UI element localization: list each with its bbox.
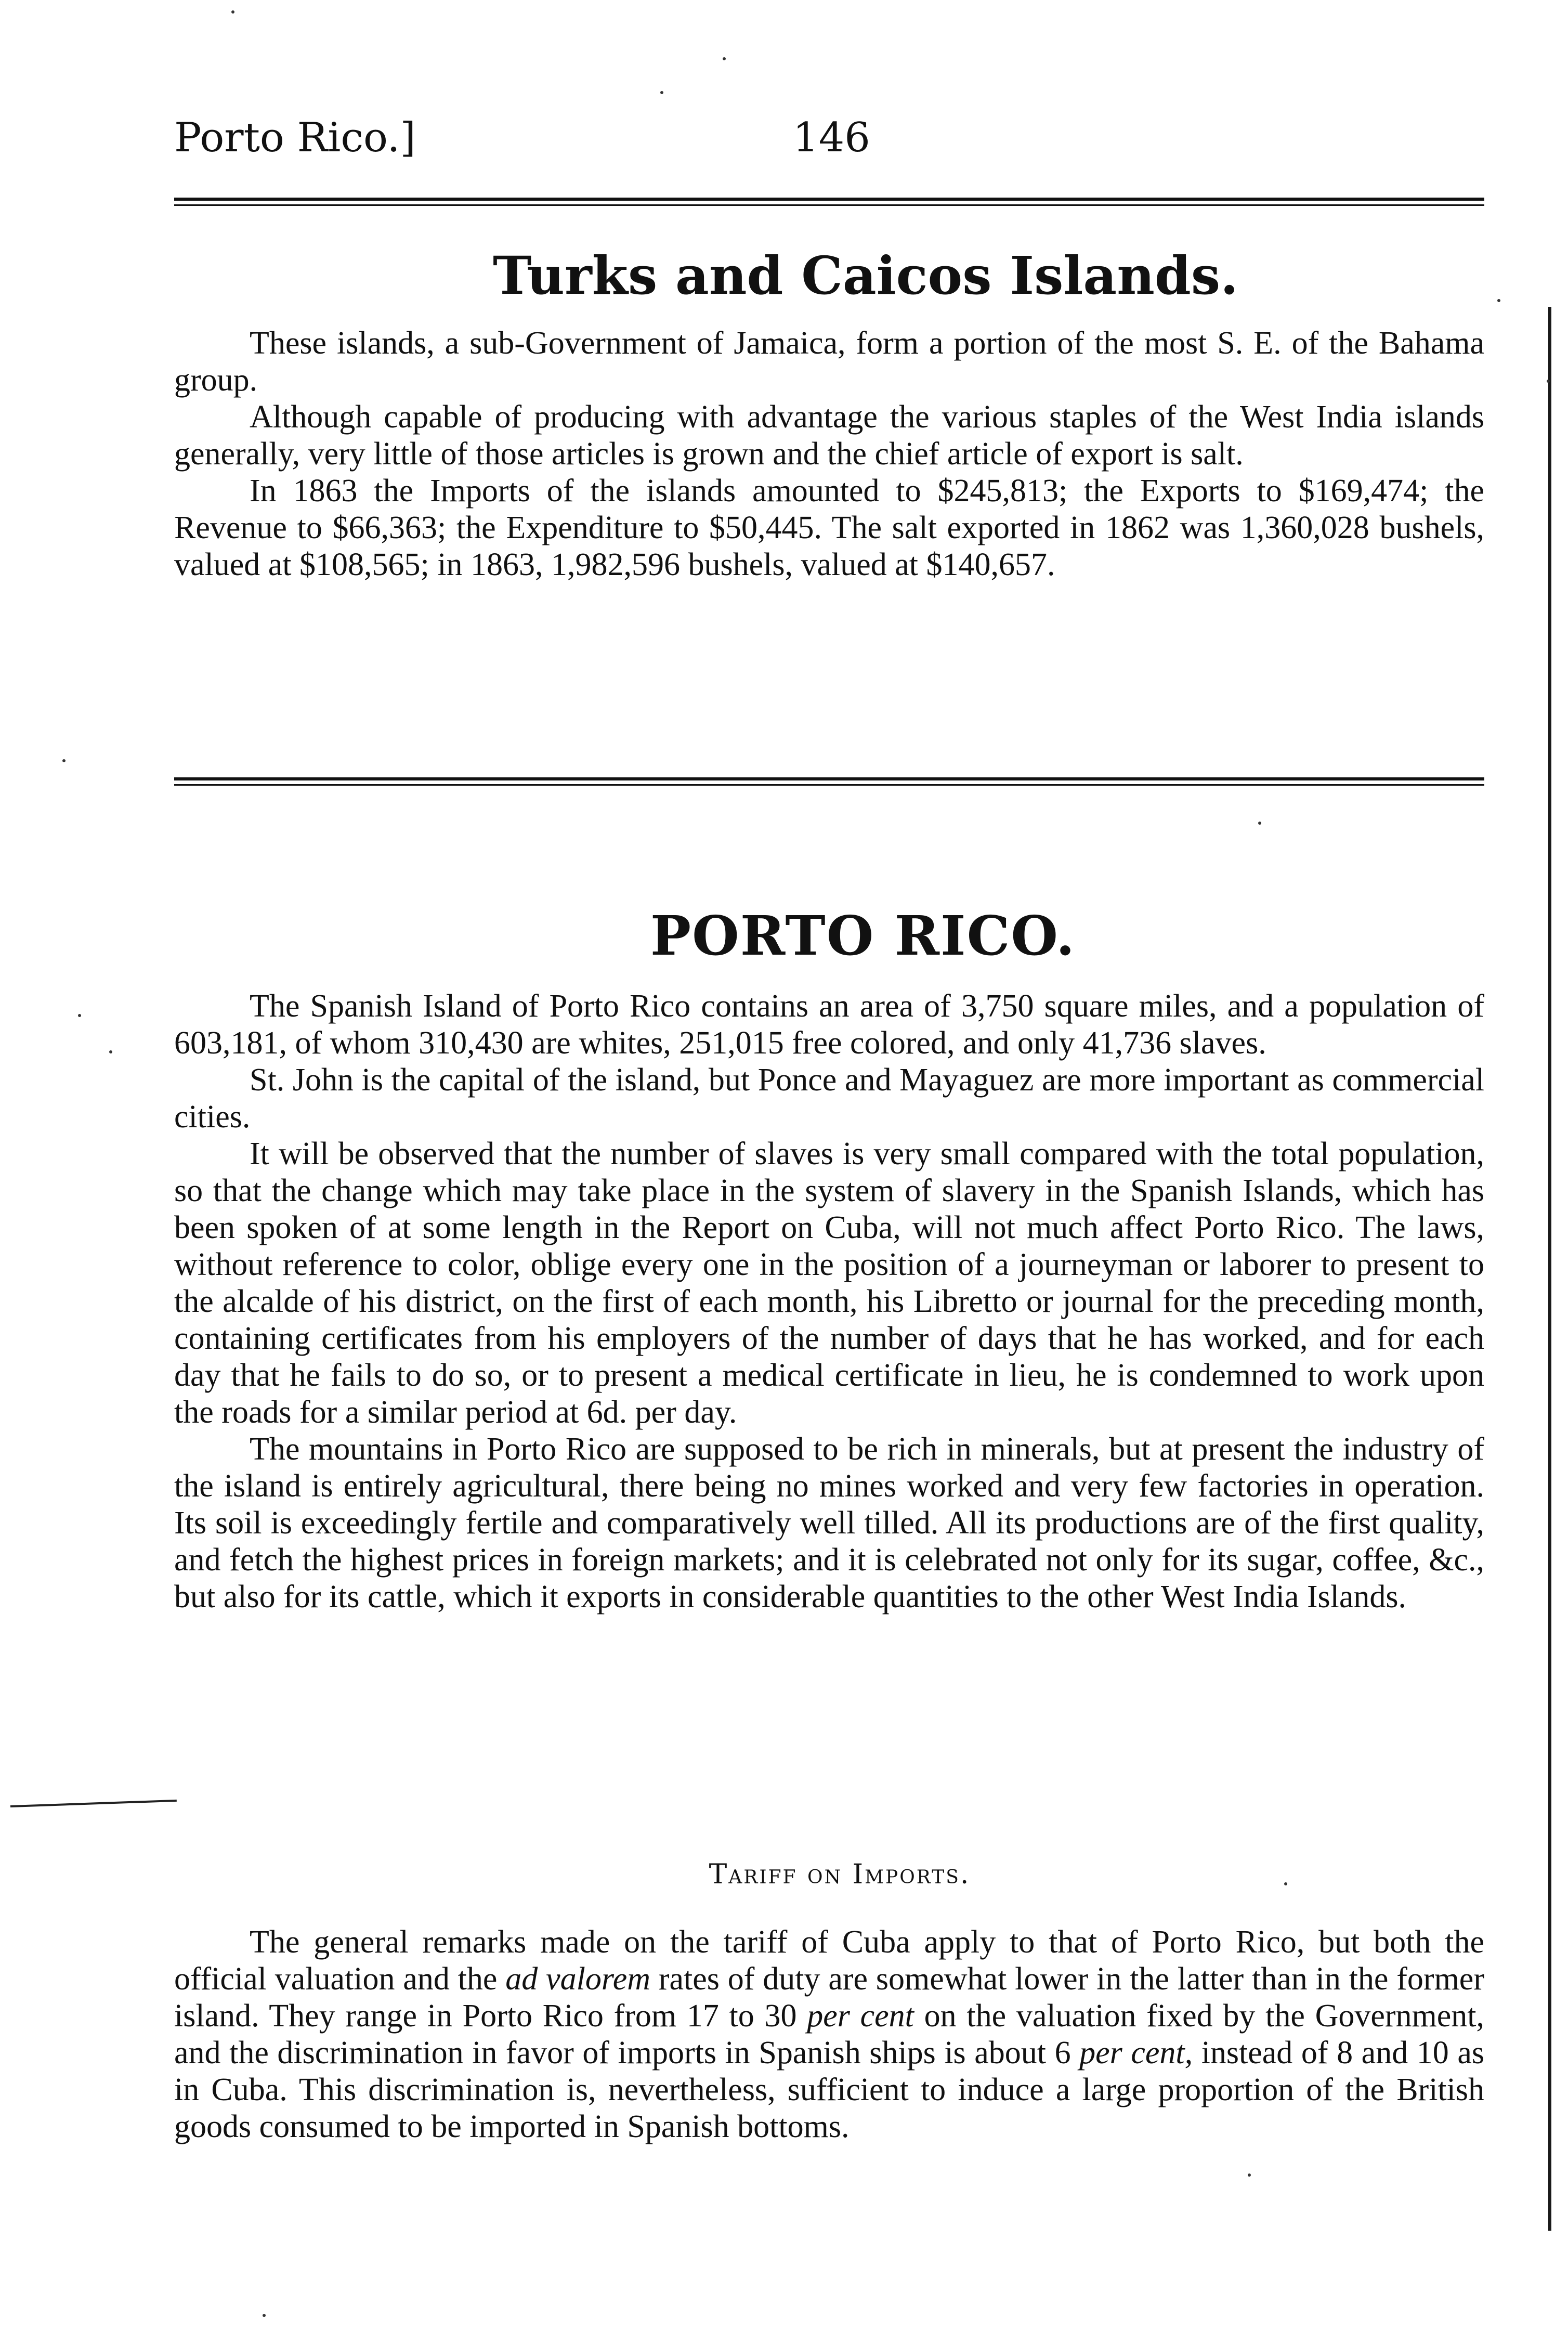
tariff-emphasis: ad valorem xyxy=(505,1961,650,1997)
running-title: Porto Rico.] xyxy=(174,114,416,161)
tariff-text: rates of duty are somewhat lower in the latter than in the former island. They range in Porto Rico from 17 to 30 xyxy=(174,1961,1484,2034)
tariff-paragraph xyxy=(174,1924,1484,2145)
tariff-emphasis: per cent, xyxy=(1079,2035,1193,2071)
porto-rico-paragraph: St. John is the capital of the island, but Ponce and Mayaguez are more important as commercial cities. xyxy=(174,1062,1484,1135)
porto-rico-paragraph: The Spanish Island of Porto Rico contains an area of 3,750 square miles, and a population of 603,181, of whom 310,430 are whites, 251,015 free colored, and only 41,736 slaves. xyxy=(174,988,1484,1061)
scan-speck xyxy=(109,1050,112,1053)
scan-pencil-line xyxy=(10,1800,177,1807)
porto-rico-paragraph: It will be observed that the number of slaves is very small compared with the total population, so that the change which may take place in the system of slavery in the Spanish Islands, which has been spoken of at some length in the Report on Cuba, will not much affect Porto Rico. The laws, without reference to color, oblige every one in the position of a journeyman or laborer to present to the alcalde of his district, on the first of each month, his Libretto or journal for the preceding month, containing certificates from his employers of the number of days that he has worked, and for each day that he fails to do so, or to present a medical certificate in lieu, he is condemned to work upon the roads for a similar period at 6d. per day. xyxy=(174,1136,1484,1430)
tariff-text: on the valuation fixed by the Government, and the discrimination in favor of imports in Spanish ships is about 6 xyxy=(174,1998,1484,2071)
scan-speck xyxy=(78,1014,81,1017)
scan-speck xyxy=(263,2314,266,2317)
tariff-body xyxy=(174,1924,1484,2145)
section-double-rule xyxy=(174,777,1484,788)
turks-caicos-body xyxy=(174,325,1484,583)
page-number: 146 xyxy=(793,114,870,161)
scan-speck xyxy=(1497,299,1500,302)
porto-rico-paragraph: The mountains in Porto Rico are supposed to be rich in minerals, but at present the industry of the island is entirely agricultural, there being no mines worked and very few factories in operation. Its soil is exceedingly fertile and comparatively well tilled. All its productions are of the first quality, and fetch the highest prices in foreign markets; and it is celebrated not only for its sugar, coffee, &c., but also for its cattle, which it exports in considerable quantities to the other West India Islands. xyxy=(174,1431,1484,1615)
turks-paragraph: In 1863 the Imports of the islands amounted to $245,813; the Exports to $169,474; the Revenue to $66,363; the Expenditure to $50,445. The salt exported in 1862 was 1,360,028 bushels, valued at $108,565; in 1863, 1,982,596 bushels, valued at $140,657. xyxy=(174,473,1484,582)
porto-rico-heading: PORTO RICO. xyxy=(650,904,1076,968)
scan-speck xyxy=(231,10,234,14)
scan-speck xyxy=(723,57,726,60)
tariff-text: instead of 8 and 10 as in Cuba. This discrimination is, nevertheless, sufficient to induce a large proportion of the British goods consumed to be imported in Spanish bottoms. xyxy=(174,2035,1484,2144)
scan-speck xyxy=(1284,1882,1287,1885)
scan-margin-line xyxy=(1548,307,1551,2231)
scan-speck xyxy=(1547,380,1550,383)
tariff-text: The general remarks made on the tariff of Cuba apply to that of Porto Rico, but both the official valuation and the xyxy=(174,1924,1484,1997)
porto-rico-body xyxy=(174,988,1484,1616)
turks-paragraph: These islands, a sub-Government of Jamaica, form a portion of the most S. E. of the Bahama group. xyxy=(174,326,1484,398)
scan-speck xyxy=(660,91,663,94)
tariff-heading: Tariff on Imports. xyxy=(709,1859,971,1890)
scan-speck xyxy=(1248,2173,1251,2177)
running-head xyxy=(174,114,1484,161)
tariff-emphasis: per cent xyxy=(807,1998,914,2034)
scan-speck xyxy=(62,759,66,762)
header-double-rule xyxy=(174,198,1484,208)
turks-paragraph: Although capable of producing with advantage the various staples of the West India islands generally, very little of those articles is grown and the chief article of export is salt. xyxy=(174,399,1484,472)
turks-caicos-heading: Turks and Caicos Islands. xyxy=(493,245,1238,306)
scan-speck xyxy=(1258,822,1261,825)
